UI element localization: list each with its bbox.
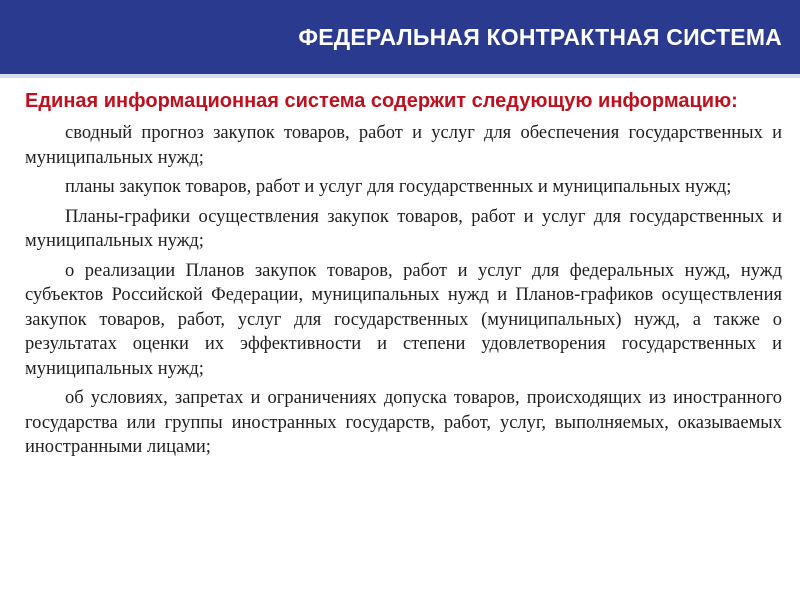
list-item: о реализации Планов закупок товаров, работ и услуг для федеральных нужд, нужд субъектов Российской Федерации, муниципальных нужд и Планов-графиков осуществления закупок товаров, работ, услуг для государственных (муниципальных) нужд, а также о результатах оценки их эффективности и степени удовлетворения государственных и муниципальных нужд;	[25, 260, 782, 379]
list-item: планы закупок товаров, работ и услуг для государственных и муниципальных нужд;	[65, 177, 732, 197]
slide-header	[0, 0, 800, 78]
list-item: сводный прогноз закупок товаров, работ и услуг для обеспечения государственных и муниципальных нужд;	[25, 123, 782, 168]
list-item: Планы-графики осуществления закупок товаров, работ и услуг для государственных и муниципальных нужд;	[25, 206, 782, 251]
slide-content	[25, 88, 782, 465]
slide-title: ФЕДЕРАЛЬНАЯ КОНТРАКТНАЯ СИСТЕМА	[298, 23, 782, 50]
list-item: об условиях, запретах и ограничениях допуска товаров, происходящих из иностранного государства или группы иностранных государств, работ, услуг, выполняемых, оказываемых иностранными лицами;	[25, 388, 782, 457]
section-heading: Единая информационная система содержит следующую информацию:	[25, 90, 738, 112]
